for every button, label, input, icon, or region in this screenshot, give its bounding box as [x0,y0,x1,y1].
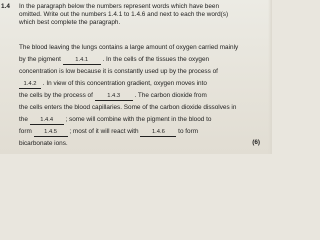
paragraph-text: . In view of this concentration gradient, oxygen moves into [42,80,207,87]
instruction-line: In the paragraph below the numbers represent words which have been [19,3,220,10]
blank-1-4-5: 1.4.5 [34,128,68,137]
paragraph-text: to form [178,128,199,135]
page-edge-shadow [268,0,272,154]
paragraph-line [19,79,207,89]
paragraph-line [19,139,68,149]
paragraph-text: The blood leaving the lungs contains a large amount of oxygen carried mainly [19,44,239,51]
paragraph-line [19,55,209,65]
paragraph-text: bicarbonate ions. [19,140,68,147]
marks-allocation: (6) [252,139,260,146]
paragraph-text: form [19,128,32,135]
paragraph-line [19,127,198,137]
paragraph-text: the [19,116,28,123]
paragraph-line [19,91,207,101]
blank-1-4-2: 1.4.2 [19,80,41,89]
paragraph-text: . The carbon dioxide from [134,92,207,99]
paragraph-line [19,43,238,53]
blank-1-4-1: 1.4.1 [63,56,101,65]
paragraph-text: the cells enters the blood capillaries. Some of the carbon dioxide dissolves in [19,104,237,111]
paragraph-line [19,103,236,113]
blank-1-4-6: 1.4.6 [140,128,176,137]
paragraph-text: the cells by the process of [19,92,93,99]
paragraph-text: . In the cells of the tissues the oxygen [102,56,210,63]
paragraph-line [19,67,218,77]
paragraph-line [19,115,211,125]
paragraph-text: ; some will combine with the pigment in the blood to [65,116,212,123]
instruction-line: which best complete the paragraph. [19,19,121,26]
paragraph-text: by the pigment [19,56,61,63]
question-instructions [19,3,272,27]
paragraph-text: concentration is low because it is constantly used up by the process of [19,68,218,75]
blank-1-4-3: 1.4.3 [95,92,133,101]
paragraph-text: ; most of it will react with [69,128,139,135]
instruction-line: omitted. Write out the numbers 1.4.1 to 1.4.6 and next to each the word(s) [19,11,229,18]
question-number: 1.4 [1,3,10,10]
blank-1-4-4: 1.4.4 [30,116,64,125]
